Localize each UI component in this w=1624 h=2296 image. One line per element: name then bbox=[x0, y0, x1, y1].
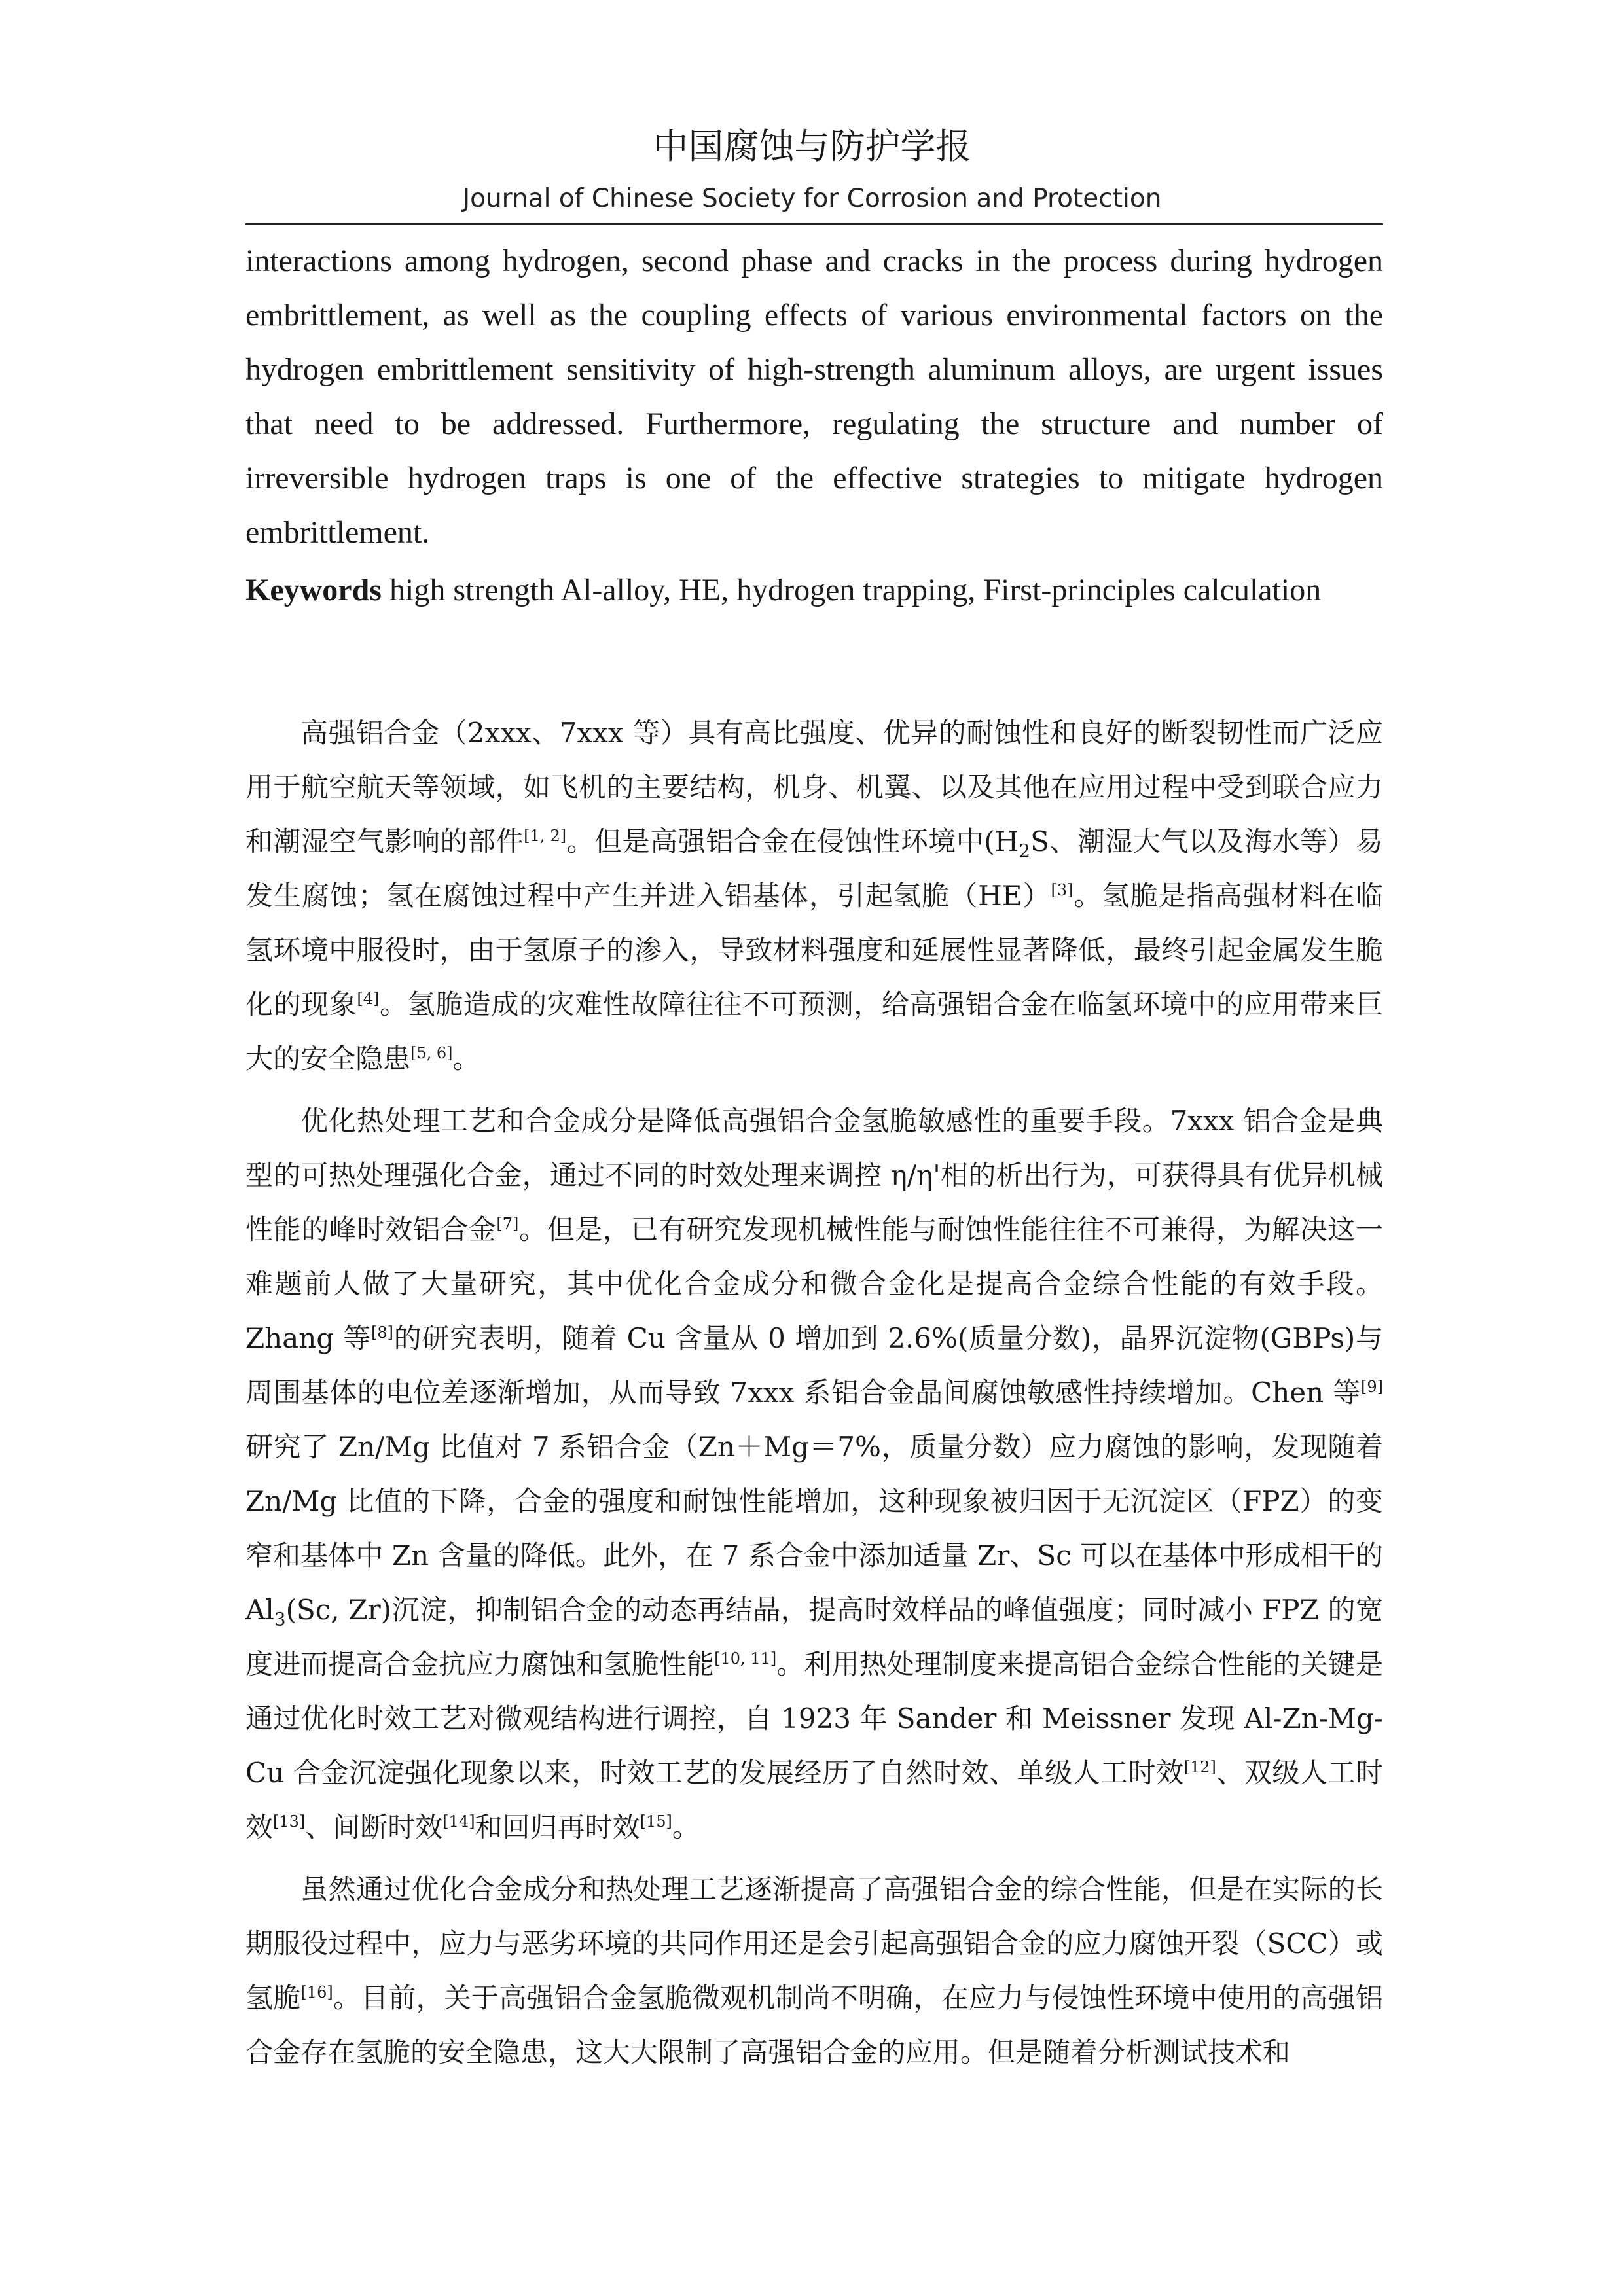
citation: [4] bbox=[357, 990, 380, 1008]
text-span: 高强铝合金（2xxx、7xxx 等）具有高比强度、优异的耐蚀性和良好的断裂韧性而广泛应用于航空航天等领域，如飞机的主要结构，机身、机翼、以及其他在应用过程中受到联合应力和潮湿空气影响的部件 bbox=[245, 717, 1383, 857]
citation: [3] bbox=[1051, 881, 1074, 899]
citation: [12] bbox=[1183, 1758, 1216, 1776]
text-span: 。氢脆造成的灾难性故障往往不可预测，给高强铝合金在临氢环境中的应用带来巨大的安全隐患 bbox=[245, 988, 1383, 1075]
header-divider bbox=[245, 223, 1383, 225]
text-span: 。但是高强铝合金在侵蚀性环境中(H bbox=[566, 825, 1019, 857]
abstract-continuation bbox=[245, 234, 1383, 560]
citation: [16] bbox=[300, 1983, 333, 2001]
text-span: 、间断时效 bbox=[305, 1811, 443, 1843]
citation: [10, 11] bbox=[714, 1649, 777, 1668]
paragraph-1 bbox=[245, 706, 1383, 1086]
text-span: 。但是，已有研究发现机械性能与耐蚀性能往往不可兼得，为解决这一难题前人做了大量研究，其中优化合金成分和微合金化是提高合金综合性能的有效手段。Zhang 等 bbox=[245, 1213, 1383, 1354]
journal-title-english: Journal of Chinese Society for Corrosion and Protection bbox=[462, 184, 1162, 213]
text-span: 。利用热处理制度来提高铝合金综合性能的关键是通过优化时效工艺对微观结构进行调控，自 1923 年 Sander 和 Meissner 发现 Al-Zn-Mg-Cu 合金沉淀强化现象以来，时效工艺的发展经历了自然时效、单级人工时效 bbox=[245, 1648, 1383, 1789]
text-span: (Sc, Zr)沉淀，抑制铝合金的动态再结晶，提高时效样品的峰值强度；同时减小 FPZ 的宽度进而提高合金抗应力腐蚀和氢脆性能 bbox=[245, 1594, 1383, 1680]
subscript: 3 bbox=[274, 1608, 286, 1630]
subscript: 2 bbox=[1019, 840, 1031, 862]
text-span: 研究了 Zn/Mg 比值对 7 系铝合金（Zn＋Mg＝7%，质量分数）应力腐蚀的影响，发现随着 Zn/Mg 比值的下降，合金的强度和耐蚀性能增加，这种现象被归因于无沉淀区（FPZ）的变窄和基体中 Zn 含量的降低。此外，在 7 系合金中添加适量 Zr、Sc 可以在基体中形成相干的 Al bbox=[245, 1431, 1383, 1626]
citation: [1, 2] bbox=[524, 827, 567, 845]
text-span: 虽然通过优化合金成分和热处理工艺逐渐提高了高强铝合金的综合性能，但是在实际的长期服役过程中，应力与恶劣环境的共同作用还是会引起高强铝合金的应力腐蚀开裂（SCC）或氢脆 bbox=[245, 1873, 1383, 2014]
text-span: 优化热处理工艺和合金成分是降低高强铝合金氢脆敏感性的重要手段。7xxx 铝合金是典型的可热处理强化合金，通过不同的时效处理来调控 η/η'相的析出行为，可获得具有优异机械性能的峰时效铝合金 bbox=[245, 1105, 1383, 1246]
text-span: 和回归再时效 bbox=[475, 1811, 640, 1843]
citation: [9] bbox=[1361, 1378, 1383, 1396]
paragraph-2 bbox=[245, 1094, 1383, 1854]
citation: [14] bbox=[442, 1812, 475, 1831]
text-span: S、潮湿大气以及海水等）易发生腐蚀；氢在腐蚀过程中产生并进入铝基体，引起氢脆（HE） bbox=[245, 825, 1383, 912]
text-span: 。氢脆是指高强材料在临氢环境中服役时，由于氢原子的渗入，导致材料强度和延展性显著降低，最终引起金属发生脆化的现象 bbox=[245, 880, 1383, 1020]
journal-title-chinese: 中国腐蚀与防护学报 bbox=[653, 126, 971, 167]
citation: [7] bbox=[496, 1215, 519, 1233]
text-span: 。 bbox=[452, 1043, 480, 1075]
citation: [13] bbox=[273, 1812, 306, 1831]
keywords-line bbox=[245, 563, 1383, 617]
keywords-label: Keywords bbox=[245, 573, 382, 607]
body-text bbox=[245, 706, 1383, 2087]
text-span: 、双级人工时效 bbox=[245, 1757, 1383, 1843]
citation: [15] bbox=[640, 1812, 672, 1831]
text-span: 。目前，关于高强铝合金氢脆微观机制尚不明确，在应力与侵蚀性环境中使用的高强铝合金存在氢脆的安全隐患，这大大限制了高强铝合金的应用。但是随着分析测试技术和 bbox=[245, 1982, 1383, 2068]
keywords-text: high strength Al-alloy, HE, hydrogen trapping, First-principles calculation bbox=[381, 573, 1322, 607]
abstract-text: interactions among hydrogen, second phase and cracks in the process during hydrogen embrittlement, as well as the coupling effects of various environmental factors on the hydrogen embrittlement sensitivity of high-strength aluminum alloys, are urgent issues that need to be addressed. Furthermore, regulating the structure and number of irreversible hydrogen traps is one of the effective strategies to mitigate hydrogen embrittlement. bbox=[245, 243, 1383, 550]
text-span: 的研究表明，随着 Cu 含量从 0 增加到 2.6%(质量分数)，晶界沉淀物(GBPs)与周围基体的电位差逐渐增加，从而导致 7xxx 系铝合金晶间腐蚀敏感性持续增加。Chen 等 bbox=[245, 1322, 1383, 1408]
citation: [8] bbox=[371, 1323, 394, 1342]
text-span: 。 bbox=[672, 1811, 700, 1843]
paragraph-3 bbox=[245, 1862, 1383, 2079]
citation: [5, 6] bbox=[410, 1044, 453, 1062]
